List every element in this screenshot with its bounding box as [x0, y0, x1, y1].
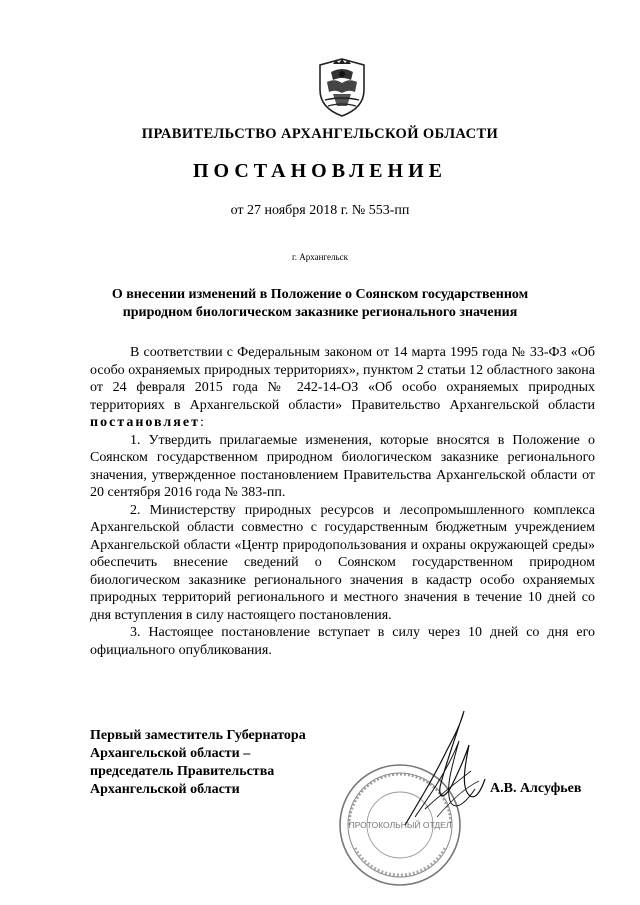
- signatory-line-1: Первый заместитель Губернатора: [90, 728, 306, 743]
- signatory-name: А.В. Алсуфьев: [490, 781, 582, 796]
- item-3-paragraph: 3. Настоящее постановление вступает в силу через 10 дней со дня его официального опубликования.: [90, 625, 595, 658]
- decree-word: постановляет: [90, 415, 200, 430]
- handwritten-signature: [385, 705, 500, 830]
- signatory-line-2: Архангельской области –: [90, 746, 251, 761]
- document-type-heading: ПОСТАНОВЛЕНИЕ: [193, 160, 447, 182]
- coat-of-arms-icon: [313, 56, 371, 118]
- signatory-line-3: председатель Правительства: [90, 764, 275, 779]
- stamp-text: ПРОТОКОЛЬНЫЙ ОТДЕЛ: [348, 820, 452, 830]
- date-number-line: от 27 ноября 2018 г. № 553-пп: [230, 203, 410, 218]
- government-heading: ПРАВИТЕЛЬСТВО АРХАНГЕЛЬСКОЙ ОБЛАСТИ: [141, 126, 499, 142]
- subject-line-1: О внесении изменений в Положение о Соянском государственном: [111, 287, 529, 302]
- city-line: г. Архангельск: [292, 252, 348, 262]
- signatory-line-4: Архангельской области: [90, 782, 240, 797]
- preamble-text: В соответствии с Федеральным законом от 14 марта 1995 года № 33-ФЗ «Об особо охраняемых природных территориях», пунктом 2 статьи 12 областного закона от 24 февраля 2015 года № 242-14-ОЗ «Об особо охраняемых природных территориях в Архангельской области» Правительство Архангельской области: [90, 345, 595, 413]
- signatory-title: [90, 727, 306, 799]
- preamble-paragraph: В соответствии с Федеральным законом от 14 марта 1995 года № 33-ФЗ «Об особо охраняемых природных территориях», пунктом 2 статьи 12 областного закона от 24 февраля 2015 года № 242-14-ОЗ «Об особо охраняемых природных территориях в Архангельской области» Правительство Архангельской области постановляет:: [90, 345, 595, 430]
- item-2-paragraph: 2. Министерству природных ресурсов и лесопромышленного комплекса Архангельской области совместно с государственным бюджетным учреждением Архангельской области «Центр природопользования и охраны окружающей среды» обеспечить внесение сведений о Соянском государственном природном биологическом заказнике регионального значения в кадастр особо охраняемых природных территорий регионального и местного значения в течение 10 дней со дня вступления в силу настоящего постановления.: [90, 502, 595, 623]
- document-subject: [100, 286, 540, 322]
- item-1-paragraph: 1. Утвердить прилагаемые изменения, которые вносятся в Положение о Соянском государственном природном биологическом заказнике регионального значения, утвержденное постановлением Правительства Архангельской области от 20 сентября 2016 года № 383-пп.: [90, 432, 595, 500]
- subject-line-2: природном биологическом заказнике регионального значения: [122, 305, 518, 320]
- document-body: [90, 344, 595, 659]
